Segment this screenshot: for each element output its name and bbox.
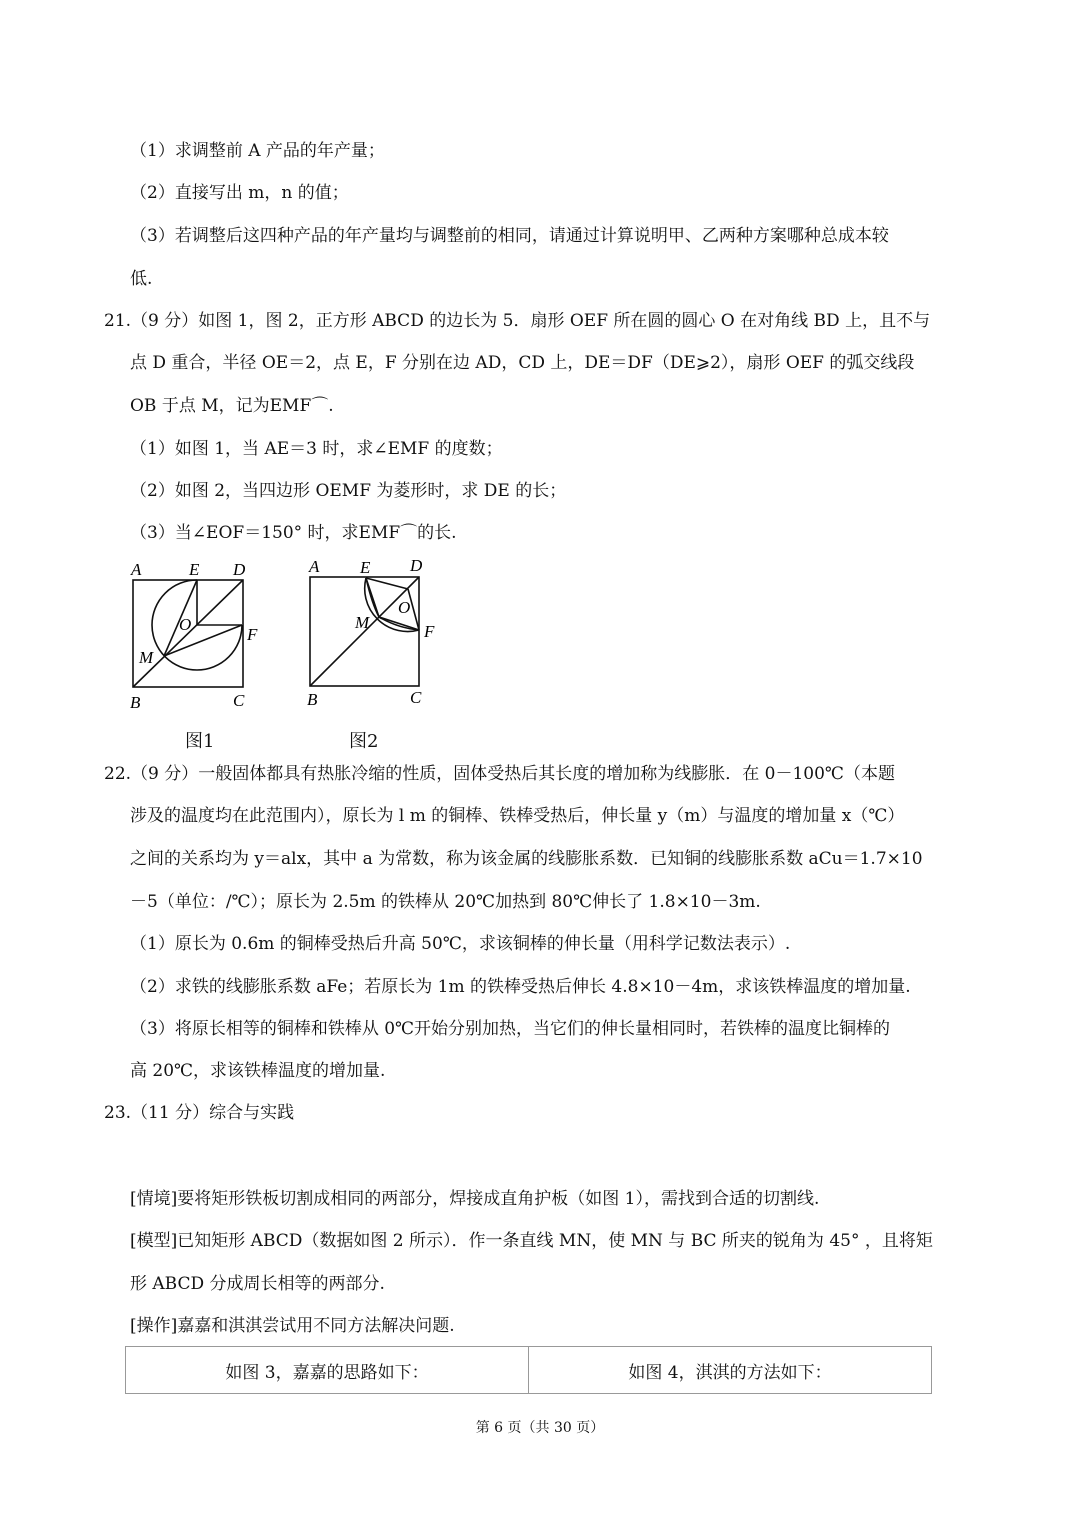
text-line: 22.（9 分）一般固体都具有热胀冷缩的性质，固体受热后其长度的增加称为线膨胀．在 0－100℃（本题 <box>104 764 895 784</box>
label-c: C <box>233 691 245 710</box>
text-line: 形 ABCD 分成周长相等的两部分. <box>130 1274 385 1294</box>
qiqi-cell: 如图 4，淇淇的方法如下： <box>529 1347 932 1394</box>
text-line: 低. <box>130 269 153 289</box>
text-line: （1）求调整前 A 产品的年产量； <box>130 141 385 161</box>
label-d: D <box>410 556 423 575</box>
jiajia-cell: 如图 3，嘉嘉的思路如下： <box>126 1347 529 1394</box>
text-line: －5（单位：/℃）；原长为 2.5m 的铁棒从 20℃加热到 80℃伸长了 1.8×10－3m. <box>130 892 761 912</box>
label-b: B <box>130 693 141 712</box>
label-e: E <box>360 558 371 577</box>
text-line: （2）求铁的线膨胀系数 aFe；若原长为 1m 的铁棒受热后伸长 4.8×10－4m，求该铁棒温度的增加量. <box>130 977 911 997</box>
text-line: （1）如图 1，当 AE＝3 时，求∠EMF 的度数； <box>130 439 503 459</box>
label-o: O <box>398 598 411 617</box>
page-footer: 第 6 页（共 30 页） <box>475 1420 605 1436</box>
text-line: （3）当∠EOF＝150° 时，求EMF⌒的长. <box>130 523 457 543</box>
text-line: 23.（11 分）综合与实践 <box>104 1103 295 1123</box>
text-line: （1）原长为 0.6m 的铜棒受热后升高 50℃，求该铜棒的伸长量（用科学记数法表示）. <box>130 934 791 954</box>
text-line: 点 D 重合，半径 OE＝2，点 E，F 分别在边 AD，CD 上，DE＝DF（DE⩾2），扇形 OEF 的弧交线段 <box>130 353 915 373</box>
label-f: F <box>247 625 258 644</box>
text-line: 涉及的温度均在此范围内），原长为 l m 的铜棒、铁棒受热后，伸长量 y（m）与温度的增加量 x（℃） <box>130 806 905 826</box>
text-line: （3）将原长相等的铜棒和铁棒从 0℃开始分别加热，当它们的伸长量相同时，若铁棒的温度比铜棒的 <box>130 1019 891 1039</box>
figure-2-caption: 图2 <box>349 731 379 752</box>
text-line: [模型]已知矩形 ABCD（数据如图 2 所示）．作一条直线 MN，使 MN 与 BC 所夹的锐角为 45° ，且将矩 <box>130 1231 933 1251</box>
label-a: A <box>131 560 142 579</box>
text-line: 之间的关系均为 y＝alx，其中 a 为常数，称为该金属的线膨胀系数．已知铜的线膨胀系数 aCu＝1.7×10 <box>130 849 923 869</box>
label-e: E <box>189 560 200 579</box>
text-line: [情境]要将矩形铁板切割成相同的两部分，焊接成直角护板（如图 1），需找到合适的切割线. <box>130 1189 820 1209</box>
text-line: 高 20℃，求该铁棒温度的增加量. <box>130 1061 386 1081</box>
figure-2 <box>300 550 450 725</box>
label-c: C <box>410 688 422 707</box>
text-line: [操作]嘉嘉和淇淇尝试用不同方法解决问题. <box>130 1316 455 1336</box>
label-f: F <box>424 622 435 641</box>
label-m: M <box>355 613 370 632</box>
figure-1 <box>120 550 280 725</box>
text-line: （2）如图 2，当四边形 OEMF 为菱形时，求 DE 的长； <box>130 481 567 501</box>
text-line: OB 于点 M，记为EMF⌒. <box>130 396 334 416</box>
text-line: （3）若调整后这四种产品的年产量均与调整前的相同，请通过计算说明甲、乙两种方案哪种总成本较 <box>130 226 889 246</box>
label-m: M <box>139 648 154 667</box>
label-d: D <box>233 560 246 579</box>
label-a: A <box>309 557 320 576</box>
label-o: O <box>179 615 192 634</box>
solution-table <box>125 1346 932 1394</box>
label-b: B <box>307 690 318 709</box>
text-line: （2）直接写出 m，n 的值； <box>130 183 349 203</box>
figure-1-caption: 图1 <box>185 731 215 752</box>
text-line: 21.（9 分）如图 1，图 2，正方形 ABCD 的边长为 5．扇形 OEF 所在圆的圆心 O 在对角线 BD 上，且不与 <box>104 311 931 331</box>
